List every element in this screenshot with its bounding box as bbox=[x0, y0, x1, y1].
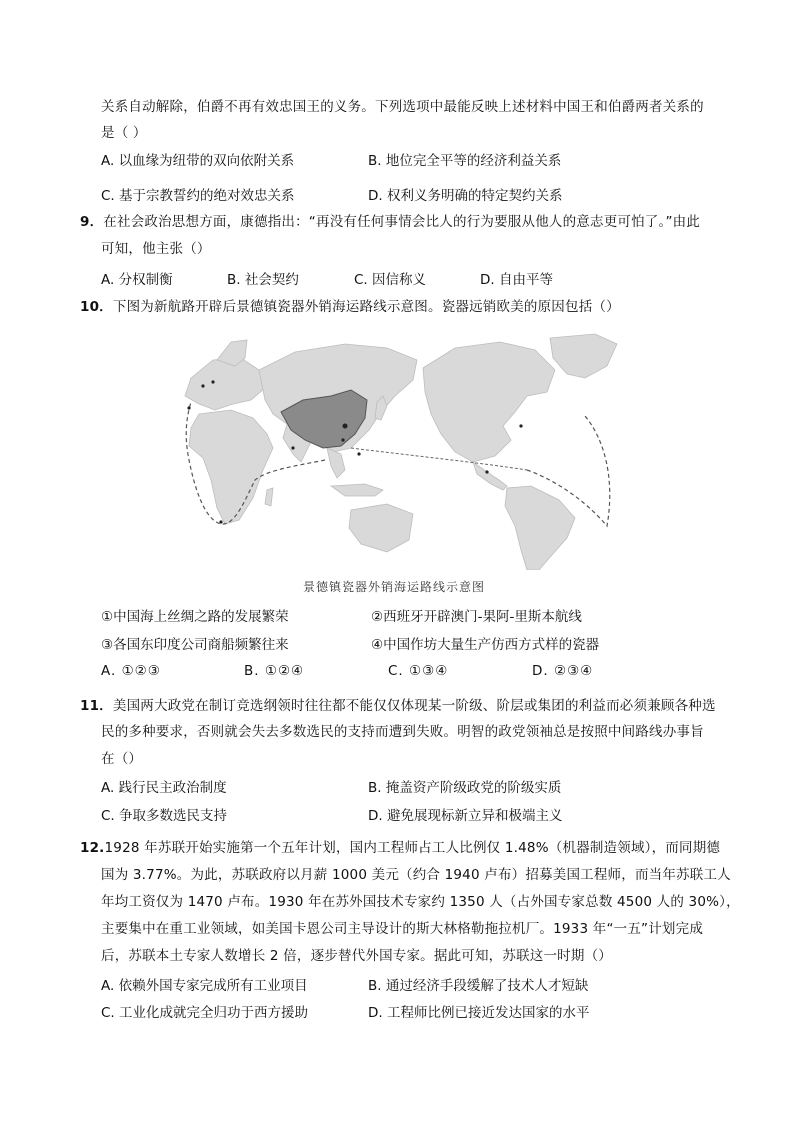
q10-number: 10． bbox=[80, 299, 113, 315]
q8-option-b[interactable]: B. 地位完全平等的经济利益关系 bbox=[368, 153, 562, 169]
q10-stem-line1 bbox=[80, 297, 620, 317]
city-marker-guangzhou bbox=[341, 438, 344, 441]
q12-stem-line1 bbox=[80, 838, 720, 858]
q8-option-a[interactable]: A. 以血缘为纽带的双向依附关系 bbox=[101, 153, 295, 169]
q10-option-a[interactable]: A. ①②③ bbox=[101, 663, 161, 679]
q9-number: 9． bbox=[80, 214, 104, 230]
q11-option-b[interactable]: B. 掩盖资产阶级政党的阶级实质 bbox=[368, 780, 562, 796]
jingdezhen-marker bbox=[343, 424, 348, 429]
q9-option-a[interactable]: A. 分权制衡 bbox=[101, 272, 173, 288]
world-map-figure bbox=[155, 330, 633, 570]
q10-statement-1: ①中国海上丝绸之路的发展繁荣 bbox=[101, 609, 289, 625]
q12-option-c[interactable]: C. 工业化成就完全归功于西方援助 bbox=[101, 1005, 309, 1021]
q8-option-c[interactable]: C. 基于宗教誓约的绝对效忠关系 bbox=[101, 188, 295, 204]
q10-option-d[interactable]: D. ②③④ bbox=[532, 663, 594, 679]
q10-statement-2: ②西班牙开辟澳门-果阿-里斯本航线 bbox=[371, 609, 582, 625]
q12-number: 12. bbox=[80, 840, 105, 856]
city-marker-goa bbox=[291, 446, 294, 449]
q11-stem-line1 bbox=[80, 696, 716, 716]
q9-stem-line1 bbox=[80, 212, 700, 232]
q11-number: 11． bbox=[80, 698, 113, 714]
q8-option-d[interactable]: D. 权利义务明确的特定契约关系 bbox=[368, 188, 563, 204]
q12-option-a[interactable]: A. 依赖外国专家完成所有工业项目 bbox=[101, 978, 308, 994]
q12-stem-line4: 主要集中在重工业领域，如美国卡恩公司主导设计的斯大林格勒拖拉机厂。1933 年“一五”计划完成 bbox=[101, 921, 704, 937]
q9-option-d[interactable]: D. 自由平等 bbox=[480, 272, 553, 288]
q12-stem-line2: 国为 3.77%。为此，苏联政府以月薪 1000 美元（约合 1940 卢布）招募美国工程师，而当年苏联工人 bbox=[101, 867, 731, 883]
q10-statement-3: ③各国东印度公司商船频繁往来 bbox=[101, 637, 289, 653]
q12-stem-text: 1928 年苏联开始实施第一个五年计划，国内工程师占工人比例仅 1.48%（机器制造领域），而同期德 bbox=[104, 840, 721, 856]
q11-option-a[interactable]: A. 践行民主政治制度 bbox=[101, 780, 227, 796]
q9-stem-text: 在社会政治思想方面，康德指出：“再没有任何事情会比人的行为要服从他人的意志更可怕了。”由此 bbox=[103, 214, 701, 230]
q10-stem-text: 下图为新航路开辟后景德镇瓷器外销海运路线示意图。瓷器远销欧美的原因包括（） bbox=[112, 299, 620, 315]
map-caption: 景德镇瓷器外销海运路线示意图 bbox=[302, 580, 485, 594]
q9-option-c[interactable]: C. 因信称义 bbox=[354, 272, 427, 288]
q8-stem-line2: 是（ ） bbox=[101, 125, 147, 141]
q10-statement-4: ④中国作坊大量生产仿西方式样的瓷器 bbox=[371, 637, 600, 653]
q12-stem-line3: 年均工资仅为 1470 卢布。1930 年在苏外国技术专家约 1350 人（占外国专家总数 4500 人的 30%）， bbox=[101, 894, 740, 910]
q12-option-b[interactable]: B. 通过经济手段缓解了技术人才短缺 bbox=[368, 978, 589, 994]
city-marker-lisbon bbox=[187, 406, 190, 409]
q12-stem-line5: 后，苏联本土专家人数增长 2 倍，逐步替代外国专家。据此可知，苏联这一时期（） bbox=[101, 948, 612, 964]
q11-stem-line3: 在（） bbox=[101, 751, 143, 767]
city-marker-manila bbox=[357, 452, 360, 455]
q12-option-d[interactable]: D. 工程师比例已接近发达国家的水平 bbox=[368, 1005, 590, 1021]
q9-option-b[interactable]: B. 社会契约 bbox=[227, 272, 299, 288]
q10-option-c[interactable]: C. ①③④ bbox=[388, 663, 449, 679]
q11-stem-text: 美国两大政党在制订竞选纲领时往往都不能仅仅体现某一阶级、阶层或集团的利益而必须兼顾各种选 bbox=[112, 698, 716, 714]
q11-option-c[interactable]: C. 争取多数选民支持 bbox=[101, 808, 228, 824]
city-marker-acapulco bbox=[485, 470, 488, 473]
city-marker-amsterdam bbox=[211, 380, 214, 383]
city-marker-newyork bbox=[519, 424, 522, 427]
city-marker-capetown bbox=[219, 520, 222, 523]
q11-stem-line2: 民的多种要求，否则就会失去多数选民的支持而遭到失败。明智的政党领袖总是按照中间路线办事旨 bbox=[101, 724, 704, 740]
city-marker-london bbox=[201, 384, 204, 387]
porcelain-route-map bbox=[155, 330, 633, 602]
q8-stem-line1: 关系自动解除，伯爵不再有效忠国王的义务。下列选项中最能反映上述材料中国王和伯爵两者关系的 bbox=[101, 99, 704, 115]
q11-option-d[interactable]: D. 避免展现标新立异和极端主义 bbox=[368, 808, 563, 824]
q10-option-b[interactable]: B. ①②④ bbox=[244, 663, 305, 679]
q9-stem-line2: 可知，他主张（） bbox=[101, 241, 211, 257]
